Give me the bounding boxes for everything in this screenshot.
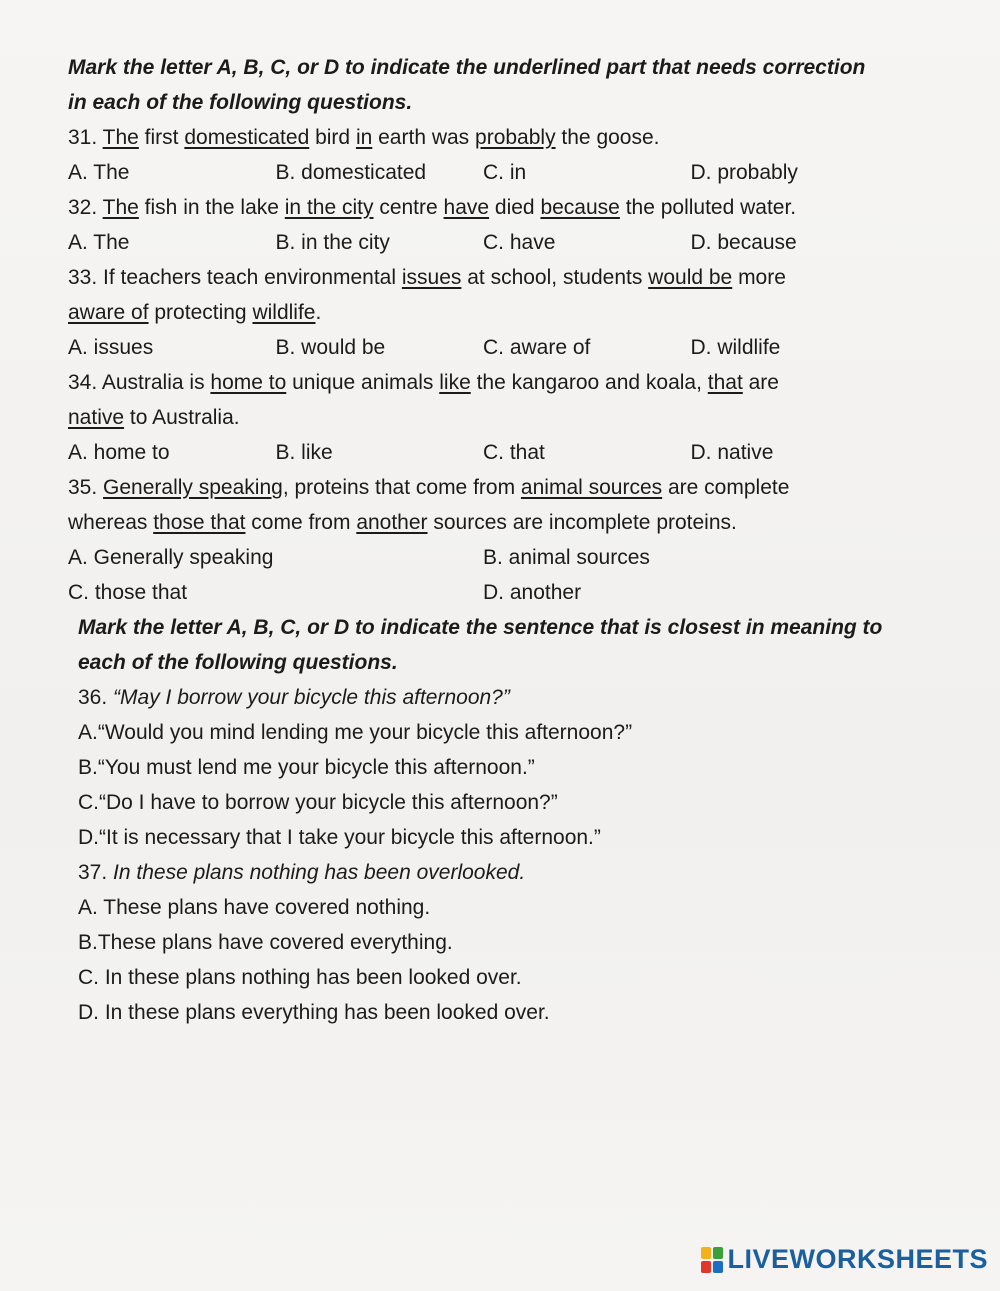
option-d[interactable]: D. because bbox=[690, 231, 797, 254]
text-fragment: at school, students bbox=[461, 266, 649, 289]
question-32-options bbox=[68, 225, 898, 260]
text-fragment: the kangaroo and koala, bbox=[470, 371, 708, 394]
underlined-part: home to bbox=[210, 371, 287, 394]
underlined-part: aware of bbox=[68, 301, 149, 324]
underlined-part: that bbox=[707, 371, 743, 394]
question-35-options-row2 bbox=[68, 575, 898, 610]
option-c[interactable]: C. that bbox=[483, 441, 545, 464]
liveworksheets-brand[interactable] bbox=[701, 1244, 988, 1275]
underlined-part: native bbox=[68, 406, 125, 429]
text-fragment: “May I borrow your bicycle this afternoon?” bbox=[113, 686, 510, 709]
text-fragment: 36. bbox=[78, 686, 114, 709]
question-35-options-row1 bbox=[68, 540, 898, 575]
section2-heading: Mark the letter A, B, C, or D to indicate the sentence that is closest in meaning to each of the following questions. bbox=[78, 616, 883, 674]
question-36 bbox=[78, 680, 898, 715]
underlined-part: because bbox=[540, 196, 620, 219]
option-d[interactable]: D. In these plans everything has been looked over. bbox=[78, 1001, 550, 1024]
text-fragment: are bbox=[742, 371, 779, 394]
text-fragment: whereas bbox=[68, 511, 154, 534]
text-fragment: unique animals bbox=[286, 371, 440, 394]
underlined-part: wildlife bbox=[252, 301, 316, 324]
question-33-options bbox=[68, 330, 898, 365]
underlined-part: have bbox=[443, 196, 490, 219]
underlined-part: another bbox=[356, 511, 428, 534]
underlined-part: The bbox=[102, 196, 139, 219]
option-a[interactable]: A. The bbox=[68, 161, 130, 184]
text-fragment: died bbox=[489, 196, 541, 219]
option-c[interactable]: C.“Do I have to borrow your bicycle this afternoon?” bbox=[78, 791, 558, 814]
option-c[interactable]: C. In these plans nothing has been looked over. bbox=[78, 966, 522, 989]
text-fragment: the goose. bbox=[555, 126, 660, 149]
option-c[interactable]: C. aware of bbox=[483, 336, 591, 359]
text-fragment: 34. Australia is bbox=[68, 371, 211, 394]
option-b[interactable]: B. like bbox=[275, 441, 333, 464]
text-fragment: , proteins that come from bbox=[282, 476, 521, 499]
section2 bbox=[78, 610, 898, 1030]
text-fragment: . bbox=[315, 301, 322, 324]
underlined-part: in the city bbox=[284, 196, 374, 219]
text-fragment: 37. bbox=[78, 861, 114, 884]
underlined-part: domesticated bbox=[184, 126, 310, 149]
option-c[interactable]: C. in bbox=[483, 161, 527, 184]
option-a[interactable]: A. Generally speaking bbox=[68, 546, 274, 569]
question-31-options bbox=[68, 155, 898, 190]
text-fragment: sources are incomplete proteins. bbox=[427, 511, 737, 534]
option-a[interactable]: A. home to bbox=[68, 441, 170, 464]
question-31 bbox=[68, 120, 898, 155]
option-b[interactable]: B.“You must lend me your bicycle this afternoon.” bbox=[78, 756, 535, 779]
text-fragment: 35. bbox=[68, 476, 104, 499]
question-37 bbox=[78, 855, 898, 890]
option-a[interactable]: A. These plans have covered nothing. bbox=[78, 896, 431, 919]
underlined-part: issues bbox=[401, 266, 462, 289]
text-fragment: In these plans nothing has been overlooked. bbox=[113, 861, 526, 884]
option-d[interactable]: D. another bbox=[483, 581, 582, 604]
option-b[interactable]: B. would be bbox=[275, 336, 386, 359]
text-fragment: the polluted water. bbox=[619, 196, 797, 219]
underlined-part: Generally speaking bbox=[103, 476, 283, 499]
brand-name: LIVEWORKSHEETS bbox=[727, 1244, 988, 1274]
option-b[interactable]: B. domesticated bbox=[275, 161, 427, 184]
option-d[interactable]: D. probably bbox=[690, 161, 798, 184]
option-d[interactable]: D.“It is necessary that I take your bicycle this afternoon.” bbox=[78, 826, 601, 849]
text-fragment: fish in the lake bbox=[138, 196, 285, 219]
question-35 bbox=[68, 470, 898, 540]
underlined-part: in bbox=[355, 126, 373, 149]
option-d[interactable]: D. wildlife bbox=[690, 336, 781, 359]
option-b[interactable]: B.These plans have covered everything. bbox=[78, 931, 453, 954]
question-33 bbox=[68, 260, 898, 330]
option-b[interactable]: B. in the city bbox=[275, 231, 390, 254]
text-fragment: come from bbox=[245, 511, 357, 534]
text-fragment: to Australia. bbox=[124, 406, 240, 429]
option-b[interactable]: B. animal sources bbox=[483, 546, 650, 569]
option-c[interactable]: C. have bbox=[483, 231, 556, 254]
question-34-options bbox=[68, 435, 898, 470]
text-fragment: first bbox=[138, 126, 185, 149]
text-fragment: 33. If teachers teach environmental bbox=[68, 266, 402, 289]
text-fragment: earth was bbox=[372, 126, 476, 149]
option-a[interactable]: A.“Would you mind lending me your bicycle this afternoon?” bbox=[78, 721, 633, 744]
option-a[interactable]: A. issues bbox=[68, 336, 154, 359]
underlined-part: The bbox=[102, 126, 139, 149]
text-fragment: more bbox=[732, 266, 786, 289]
text-fragment: 32. bbox=[68, 196, 103, 219]
text-fragment: are complete bbox=[662, 476, 790, 499]
question-32 bbox=[68, 190, 898, 225]
text-fragment: 31. bbox=[68, 126, 103, 149]
underlined-part: would be bbox=[648, 266, 733, 289]
underlined-part: like bbox=[439, 371, 471, 394]
underlined-part: animal sources bbox=[520, 476, 663, 499]
worksheet-content bbox=[68, 50, 898, 1030]
option-d[interactable]: D. native bbox=[690, 441, 774, 464]
underlined-part: probably bbox=[475, 126, 556, 149]
text-fragment: centre bbox=[373, 196, 444, 219]
text-fragment: bird bbox=[309, 126, 356, 149]
question-34 bbox=[68, 365, 898, 435]
option-a[interactable]: A. The bbox=[68, 231, 130, 254]
option-c[interactable]: C. those that bbox=[68, 581, 188, 604]
underlined-part: those that bbox=[153, 511, 246, 534]
liveworksheets-logo-icon bbox=[701, 1247, 723, 1273]
section1-heading: Mark the letter A, B, C, or D to indicate the underlined part that needs correction in each of the following questions. bbox=[68, 56, 866, 114]
text-fragment: protecting bbox=[148, 301, 253, 324]
